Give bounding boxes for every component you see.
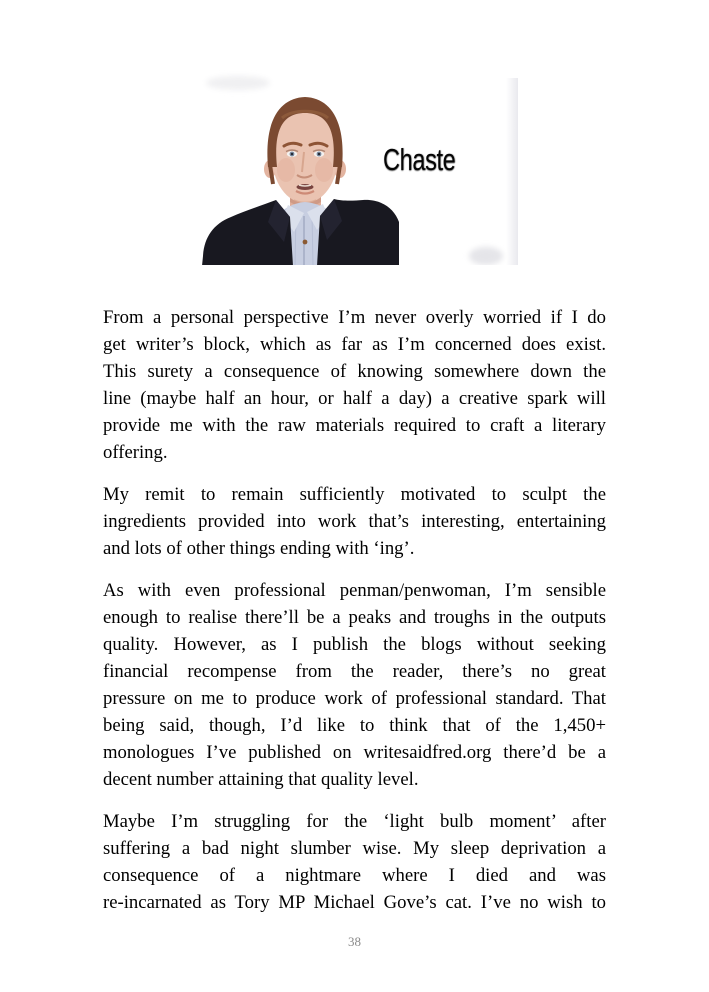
paragraph [103,808,606,916]
text-line: enough to realise there’ll be a peaks and troughs in the outputs [103,607,606,628]
text-line: This surety a consequence of knowing somewhere down the [103,361,606,382]
text-line: offering. [103,442,168,463]
text-line: provide me with the raw materials required to craft a literary [103,415,606,436]
text-line: ingredients provided into work that’s interesting, entertaining [103,511,606,532]
paragraph [103,304,606,466]
page-footer [0,933,709,951]
text-line: line (maybe half an hour, or half a day) a creative spark will [103,388,606,409]
text-line: suffering a bad night slumber wise. My sleep deprivation a [103,838,606,859]
body-text [103,304,606,916]
text-line: and lots of other things ending with ‘ing’. [103,538,415,559]
text-line: decent number attaining that quality level. [103,769,419,790]
page-number: 38 [348,934,361,949]
text-line: re-incarnated as Tory MP Michael Gove’s cat. I’ve no wish to [103,892,606,913]
text-line: being said, though, I’d like to think that of the 1,450+ [103,715,606,736]
text-line: get writer’s block, which as far as I’m concerned does exist. [103,334,606,355]
text-line: pressure on me to produce work of professional standard. That [103,688,606,709]
paragraph [103,577,606,793]
text-line: consequence of a nightmare where I died and was [103,865,606,886]
text-line: Maybe I’m struggling for the ‘light bulb moment’ after [103,811,606,832]
text-line: My remit to remain sufficiently motivated to sculpt the [103,484,606,505]
text-line: monologues I’ve published on writesaidfred.org there’d be a [103,742,606,763]
text-line: From a personal perspective I’m never overly worried if I do [103,307,606,328]
paragraph [103,481,606,562]
text-line: financial recompense from the reader, there’s no great [103,661,606,682]
photo-caption: Chaste [383,142,456,177]
man-portrait-illustration [200,70,518,265]
header-photo [200,70,518,265]
text-line: As with even professional penman/penwoman, I’m sensible [103,580,606,601]
text-line: quality. However, as I publish the blogs without seeking [103,634,606,655]
